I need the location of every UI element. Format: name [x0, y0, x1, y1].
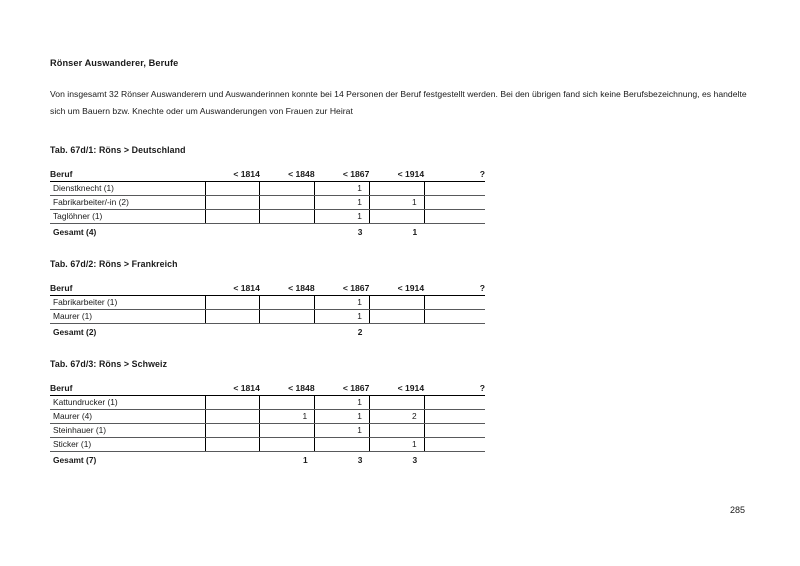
cell-count: [260, 210, 315, 224]
column-header-period: < 1867: [315, 168, 370, 182]
cell-count: [260, 196, 315, 210]
intro-paragraph: Von insgesamt 32 Rönser Auswanderern und Auswanderinnen konnte bei 14 Personen der Beruf festgestellt werden. Bei den übrigen fand sich keine Berufsbezeichnung, es handelte sich um Bauern bzw. Knechte oder um Auswanderungen von Frauen zur Heirat: [50, 89, 747, 116]
cell-count: [205, 210, 260, 224]
cell-total-count: 1: [302, 455, 308, 466]
cell-total-count: [205, 324, 260, 340]
table-row: [50, 438, 485, 452]
cell-occupation: Dienstknecht (1): [50, 182, 205, 196]
table-header-row: [50, 382, 485, 396]
cell-count: 1: [315, 396, 370, 410]
column-header-period: < 1848: [260, 168, 315, 182]
column-header-period: < 1848: [260, 282, 315, 296]
cell-count: [260, 296, 315, 310]
cell-total-label: Gesamt (7): [53, 455, 97, 466]
cell-count: [369, 424, 424, 438]
cell-count: [369, 310, 424, 324]
occupations-table: [50, 282, 485, 339]
column-header-period: ?: [424, 168, 485, 182]
column-header-period: ?: [424, 382, 485, 396]
cell-count: 2: [369, 410, 424, 424]
cell-count: [424, 196, 485, 210]
cell-count: 1: [315, 310, 370, 324]
cell-count: [260, 310, 315, 324]
cell-count: 1: [315, 296, 370, 310]
cell-occupation: Fabrikarbeiter (1): [50, 296, 205, 310]
column-header-period: < 1914: [369, 282, 424, 296]
column-header-period: < 1814: [205, 168, 260, 182]
cell-count: 1: [260, 410, 315, 424]
cell-count: [424, 210, 485, 224]
cell-count: [205, 296, 260, 310]
cell-occupation: Maurer (4): [50, 410, 205, 424]
cell-count: [205, 438, 260, 452]
cell-count: 1: [315, 210, 370, 224]
occupations-table: [50, 168, 485, 239]
cell-occupation: Maurer (1): [50, 310, 205, 324]
cell-count: [369, 296, 424, 310]
occupations-table: [50, 382, 485, 467]
cell-count: [205, 310, 260, 324]
table-caption: Tab. 67d/3: Röns > Schweiz: [50, 359, 168, 370]
cell-count: [424, 296, 485, 310]
cell-total-label: Gesamt (2): [53, 327, 97, 338]
cell-count: [369, 210, 424, 224]
cell-count: [369, 182, 424, 196]
column-header-period: < 1814: [205, 282, 260, 296]
cell-count: [424, 410, 485, 424]
table-row: [50, 196, 485, 210]
column-header-period: < 1814: [205, 382, 260, 396]
table-caption: Tab. 67d/1: Röns > Deutschland: [50, 145, 186, 156]
document-content: [50, 58, 750, 487]
cell-total-count: 3: [357, 455, 363, 466]
table-total-row: [50, 224, 485, 240]
column-header-period: ?: [424, 282, 485, 296]
table-block: [50, 359, 750, 467]
cell-count: 1: [369, 438, 424, 452]
table-row: [50, 296, 485, 310]
page-title: Rönser Auswanderer, Berufe: [50, 58, 179, 68]
cell-occupation: Sticker (1): [50, 438, 205, 452]
cell-count: 1: [315, 196, 370, 210]
cell-count: [205, 424, 260, 438]
tables-container: [50, 145, 750, 467]
table-header-row: [50, 168, 485, 182]
cell-count: [424, 182, 485, 196]
table-row: [50, 410, 485, 424]
table-row: [50, 424, 485, 438]
cell-total-count: [424, 324, 485, 340]
column-header-beruf: Beruf: [50, 168, 205, 182]
cell-count: [260, 438, 315, 452]
cell-total-count: [424, 452, 485, 468]
table-total-row: [50, 452, 485, 468]
cell-total-count: [205, 452, 260, 468]
cell-total-count: 1: [412, 227, 418, 238]
table-block: [50, 145, 750, 239]
table-total-row: [50, 324, 485, 340]
table-row: [50, 210, 485, 224]
column-header-beruf: Beruf: [50, 282, 205, 296]
column-header-beruf: Beruf: [50, 382, 205, 396]
table-block: [50, 259, 750, 339]
cell-count: 1: [369, 196, 424, 210]
cell-total-count: 2: [357, 327, 363, 338]
cell-count: [205, 196, 260, 210]
cell-count: 1: [315, 424, 370, 438]
cell-total-count: [205, 224, 260, 240]
cell-total-count: [424, 224, 485, 240]
cell-count: [260, 396, 315, 410]
cell-total-count: [260, 324, 315, 340]
cell-count: [424, 438, 485, 452]
cell-count: [205, 182, 260, 196]
cell-count: 1: [315, 410, 370, 424]
column-header-period: < 1914: [369, 168, 424, 182]
table-header-row: [50, 282, 485, 296]
cell-count: [424, 396, 485, 410]
cell-total-count: [260, 224, 315, 240]
cell-total-count: 3: [357, 227, 363, 238]
cell-count: [260, 182, 315, 196]
table-row: [50, 310, 485, 324]
cell-occupation: Kattundrucker (1): [50, 396, 205, 410]
cell-count: 1: [315, 182, 370, 196]
column-header-period: < 1867: [315, 282, 370, 296]
column-header-period: < 1914: [369, 382, 424, 396]
cell-count: [424, 310, 485, 324]
table-caption: Tab. 67d/2: Röns > Frankreich: [50, 259, 178, 270]
cell-count: [369, 396, 424, 410]
cell-count: [205, 396, 260, 410]
cell-occupation: Taglöhner (1): [50, 210, 205, 224]
page-number: 285: [729, 505, 745, 515]
cell-total-count: 3: [412, 455, 418, 466]
cell-count: [205, 410, 260, 424]
column-header-period: < 1867: [315, 382, 370, 396]
cell-count: [424, 424, 485, 438]
cell-count: [260, 424, 315, 438]
table-row: [50, 396, 485, 410]
table-row: [50, 182, 485, 196]
cell-count: [315, 438, 370, 452]
cell-total-label: Gesamt (4): [53, 227, 97, 238]
cell-occupation: Fabrikarbeiter/-in (2): [50, 196, 205, 210]
cell-total-count: [369, 324, 424, 340]
column-header-period: < 1848: [260, 382, 315, 396]
cell-occupation: Steinhauer (1): [50, 424, 205, 438]
